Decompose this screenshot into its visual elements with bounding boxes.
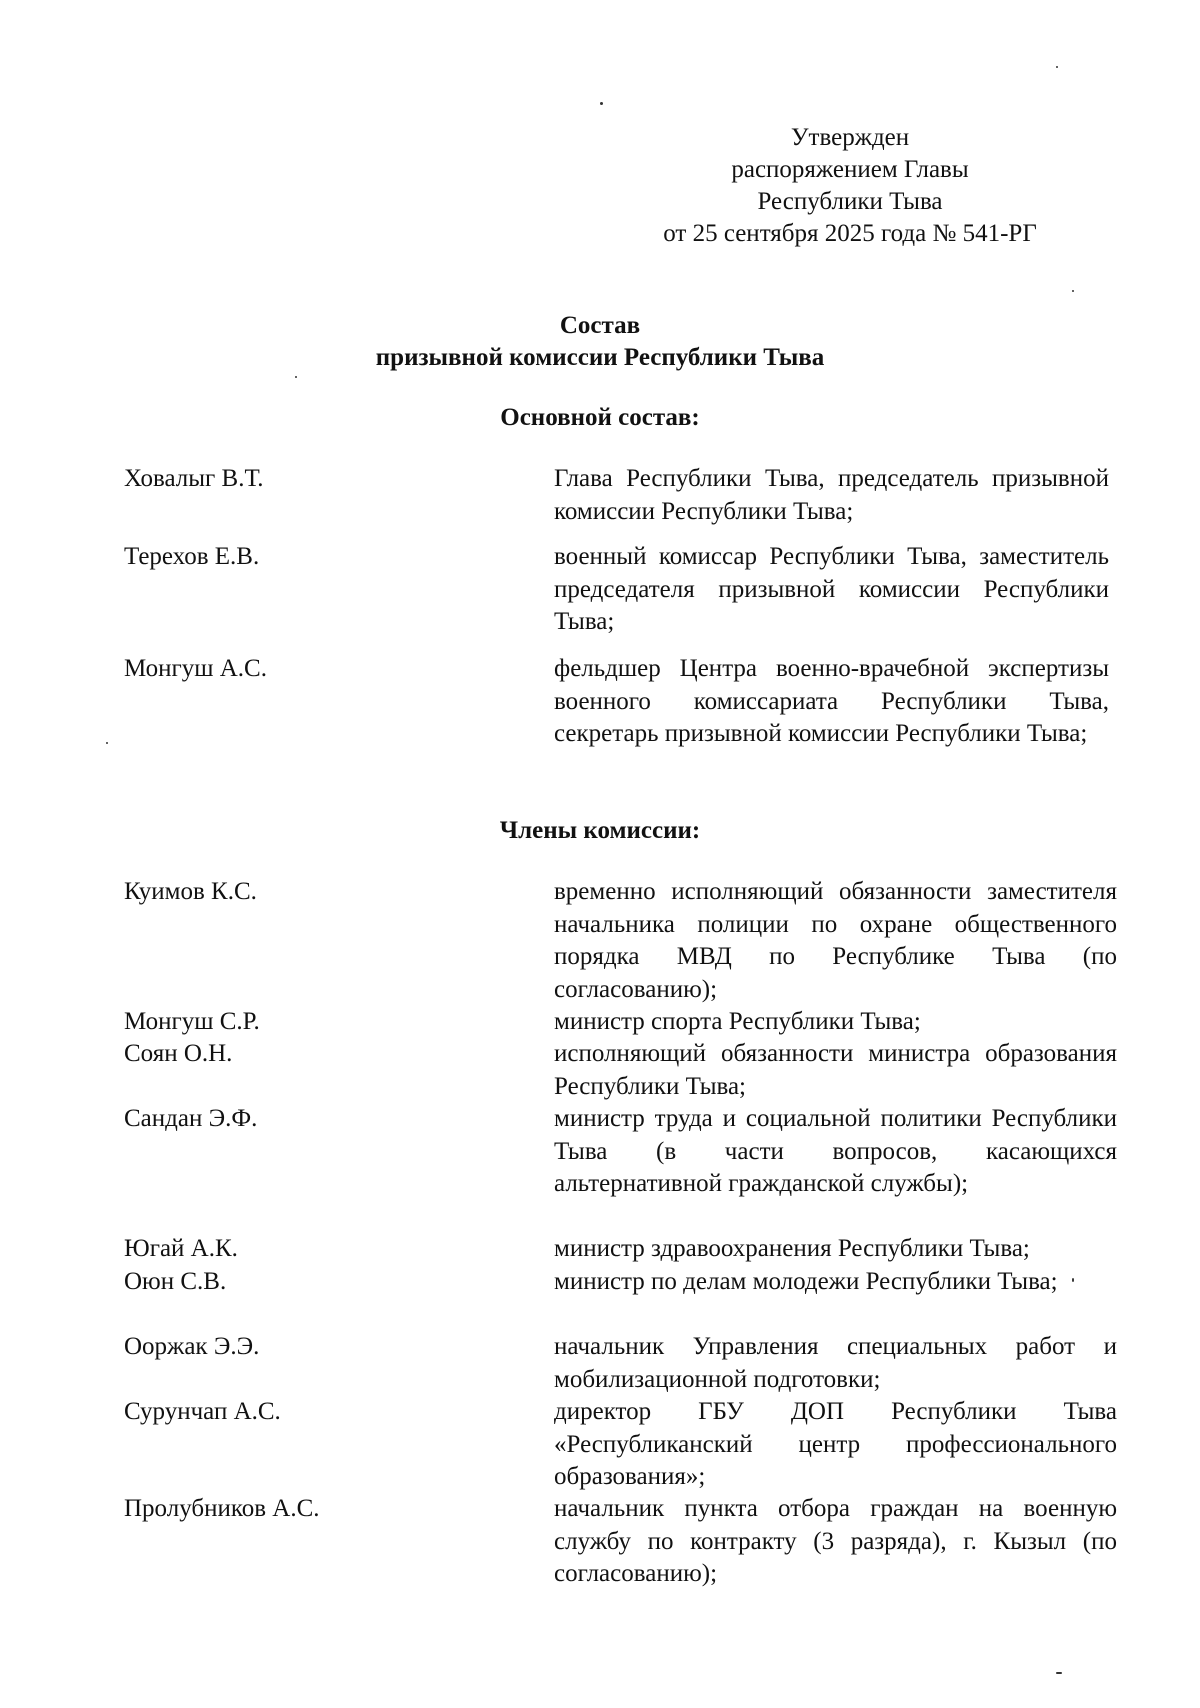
scan-speck [1072,290,1074,292]
member-role: министр здравоохранения Республики Тыва; [554,1235,1030,1262]
member-name: Ооржак Э.Э. [124,1333,260,1360]
member-name: Куимов К.С. [124,878,257,905]
approval-block [620,122,1080,250]
member-name: Терехов Е.В. [124,543,260,570]
scan-speck [106,742,108,744]
approval-date-line: от 25 сентября 2025 года № 541-РГ [663,220,1037,247]
approval-line: Утвержден [790,124,910,151]
member-name: Пролубников А.С. [124,1495,320,1522]
member-name: Соян О.Н. [124,1040,233,1067]
scan-speck [600,102,603,105]
member-role: министр труда и социальной политики Республики Тыва (в части вопросов, касающихся альтернативной гражданской службы); [554,1105,1117,1197]
member-name: Сандан Э.Ф. [124,1105,258,1132]
member-name: Югай А.К. [124,1235,238,1262]
member-name: Ховалыг В.Т. [124,465,264,492]
member-name: Оюн С.В. [124,1268,227,1295]
member-name: Монгуш С.Р. [124,1008,260,1035]
member-role: исполняющий обязанности министра образования Республики Тыва; [554,1040,1117,1100]
member-role: начальник пункта отбора граждан на военную службу по контракту (3 разряда), г. Кызыл (по согласованию); [554,1495,1117,1587]
member-name: Монгуш А.С. [124,655,267,682]
scan-speck [1056,66,1058,68]
member-role: начальник Управления специальных работ и мобилизационной подготовки; [554,1333,1117,1393]
member-name: Сурунчап А.С. [124,1398,281,1425]
member-role: временно исполняющий обязанности заместителя начальника полиции по охране общественного порядка МВД по Республике Тыва (по согласованию); [554,878,1117,1003]
member-role: министр по делам молодежи Республики Тыва; [554,1268,1058,1295]
title-line: Состав [559,312,641,339]
approval-line: распоряжением Главы [731,156,969,183]
commission-members-heading: Члены комиссии: [499,817,701,844]
title-line: призывной комиссии Республики Тыва [375,344,825,371]
member-role: военный комиссар Республики Тыва, заместитель председателя призывной комиссии Республики Тыва; [554,543,1109,635]
scan-speck [1056,1672,1062,1674]
document-title [0,310,1200,374]
member-role: фельдшер Центра военно-врачебной экспертизы военного комиссариата Республики Тыва, секретарь призывной комиссии Республики Тыва; [554,655,1109,747]
main-composition-heading: Основной состав: [500,404,700,431]
member-role: директор ГБУ ДОП Республики Тыва «Республиканский центр профессионального образования»; [554,1398,1117,1490]
member-role: министр спорта Республики Тыва; [554,1008,921,1035]
approval-line: Республики Тыва [757,188,943,215]
member-role: Глава Республики Тыва, председатель призывной комиссии Республики Тыва; [554,465,1109,525]
scan-speck [295,376,297,378]
